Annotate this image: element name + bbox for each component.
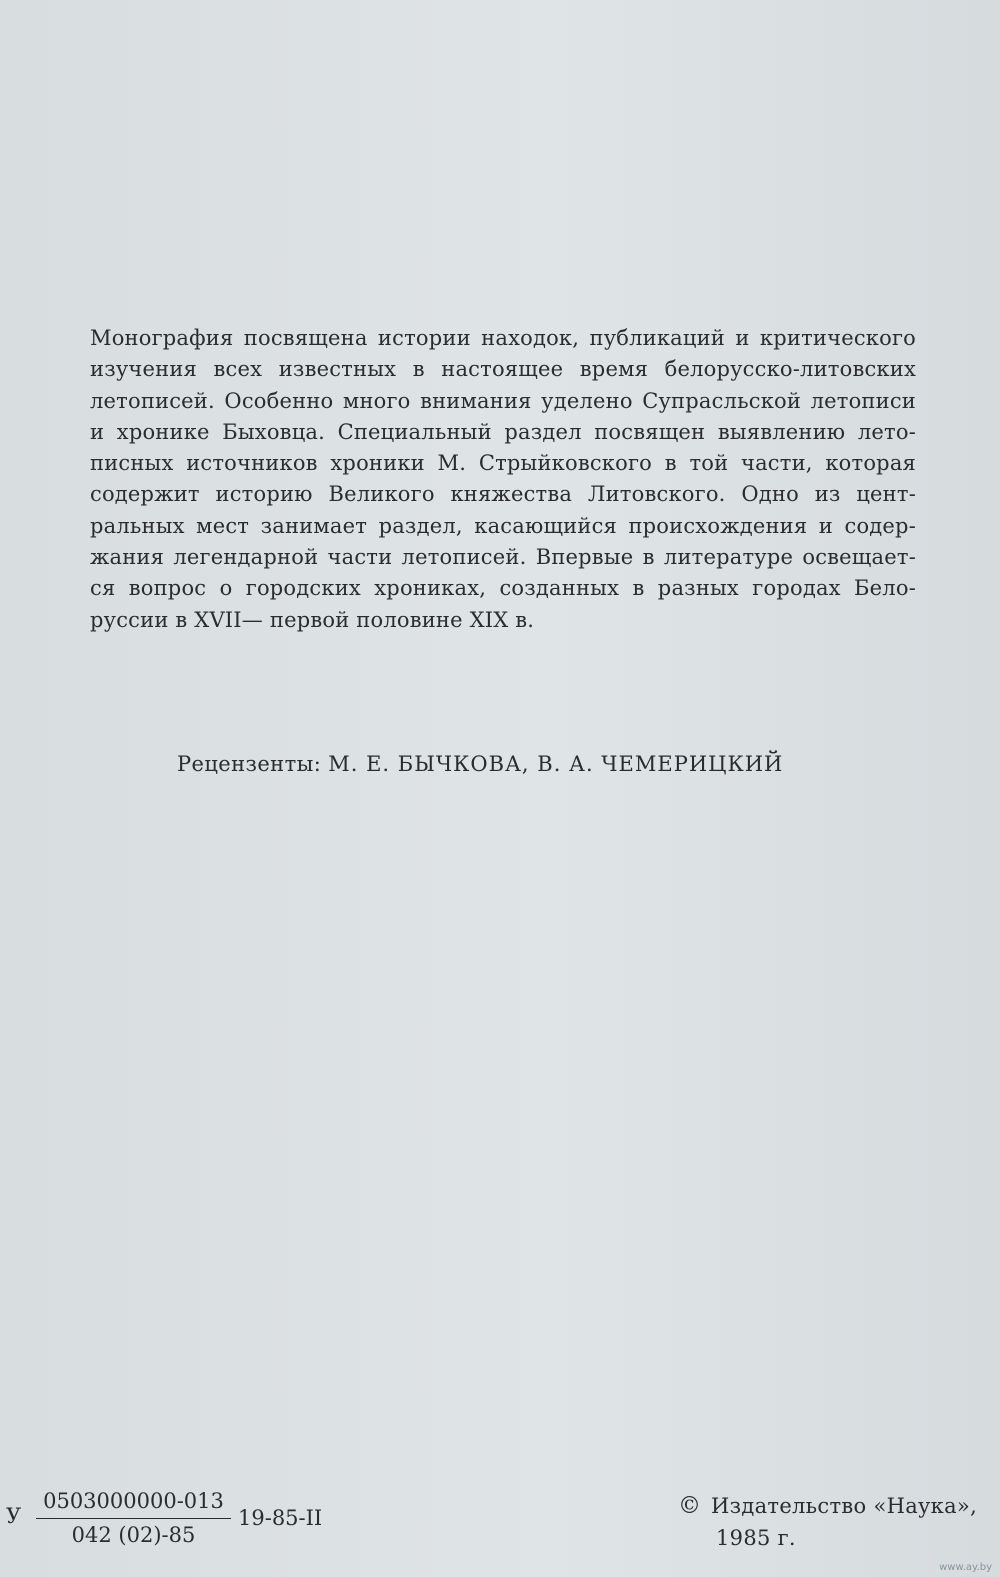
abstract-line: руссии в XVII— первой половине XIX в.: [90, 607, 535, 632]
abstract-line: летописей. Особенно много внимания уделено Супрасльской летописи: [90, 388, 916, 413]
publication-index: [6, 1487, 346, 1567]
publication-year: 1985 г.: [716, 1526, 796, 1550]
abstract-line: изучения всех известных в настоящее время белорусско-литовских: [90, 357, 916, 382]
abstract-text: [90, 323, 916, 636]
reviewers-names: М. Е. БЫЧКОВА, В. А. ЧЕМЕРИЦКИЙ: [328, 752, 784, 776]
index-denominator: 042 (02)-85: [71, 1523, 196, 1547]
abstract-line: содержит историю Великого княжества Литовского. Одно из цент-: [90, 482, 916, 507]
index-numerator: 0503000000-013: [36, 1487, 231, 1519]
reviewers-line: [177, 750, 783, 778]
abstract-line: и хронике Быховца. Специальный раздел посвящен выявлению лето-: [90, 419, 916, 444]
abstract-line: ся вопрос о городских хрониках, созданных в разных городах Бело-: [90, 576, 916, 601]
abstract-line: ральных мест занимает раздел, касающийся происхождения и содер-: [90, 513, 916, 538]
site-watermark: www.ay.by: [939, 1562, 992, 1573]
index-suffix: 19-85-II: [238, 1506, 323, 1530]
publisher-name: Издательство «Наука»,: [710, 1494, 978, 1518]
copyright-block: [678, 1490, 977, 1554]
copyright-icon: ©: [678, 1493, 702, 1519]
index-letter: У: [6, 1504, 22, 1528]
abstract-line: жания легендарной части летописей. Впервые в литературе освещает-: [90, 545, 916, 570]
abstract-line: Монография посвящена истории находок, публикаций и критического: [90, 326, 916, 350]
abstract-line: писных источников хроники М. Стрыйковского в той части, которая: [90, 451, 916, 476]
reviewers-label: Рецензенты:: [177, 752, 322, 776]
